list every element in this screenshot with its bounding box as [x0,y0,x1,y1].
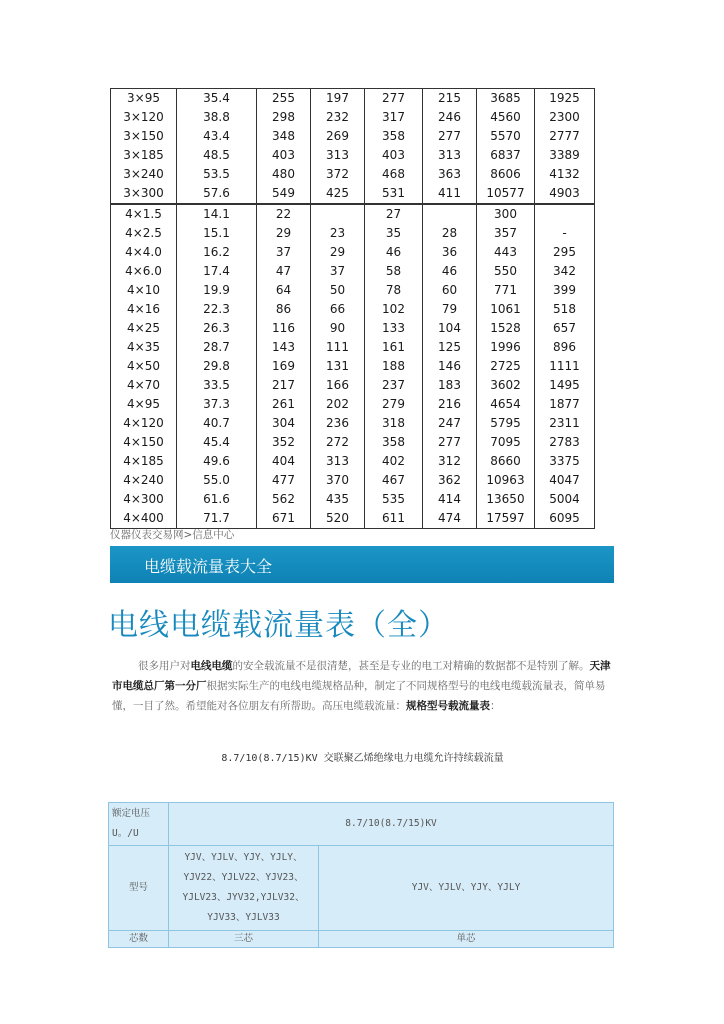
table-cell: 370 [311,471,365,490]
table-row [111,300,595,319]
table-cell: 60 [423,281,477,300]
table-cell: 403 [365,146,423,165]
table-cell: 411 [423,184,477,204]
table-cell: 4×6.0 [111,262,177,281]
table-cell: 562 [257,490,311,509]
table-cell: 4×10 [111,281,177,300]
table-cell: 236 [311,414,365,433]
table-row [111,433,595,452]
table-cell: 169 [257,357,311,376]
table-cell: 312 [423,452,477,471]
table-cell: 104 [423,319,477,338]
table-cell: 183 [423,376,477,395]
table-cell: 14.1 [177,204,257,224]
table-cell: 37 [257,243,311,262]
table-cell: 404 [257,452,311,471]
table-cell: 520 [311,509,365,529]
table-cell: 131 [311,357,365,376]
table-cell: 4×50 [111,357,177,376]
table-cell: 216 [423,395,477,414]
table-cell: 46 [365,243,423,262]
table-cell: 342 [535,262,595,281]
table-cell: 611 [365,509,423,529]
table-cell: 246 [423,108,477,127]
table-cell: 37 [311,262,365,281]
model-single-core: YJV、YJLV、YJY、YJLY [319,846,614,931]
table-cell: 4×4.0 [111,243,177,262]
banner-title: 电缆载流量表大全 [144,557,273,576]
table-row [111,184,595,204]
table-cell: 402 [365,452,423,471]
table-cell: 550 [477,262,535,281]
table-cell: 116 [257,319,311,338]
table-cell: 357 [477,224,535,243]
table-cell: 79 [423,300,477,319]
table-cell: 27 [365,204,423,224]
table-cell: 64 [257,281,311,300]
table-cell: 146 [423,357,477,376]
table-cell: 269 [311,127,365,146]
table-cell: 133 [365,319,423,338]
table-cell: 313 [311,146,365,165]
table-row [111,357,595,376]
table-cell: 3×150 [111,127,177,146]
table-cell: 237 [365,376,423,395]
table-row [111,127,595,146]
table-cell: 36 [423,243,477,262]
table-cell: 15.1 [177,224,257,243]
table-cell: 8606 [477,165,535,184]
table-cell: 467 [365,471,423,490]
table-cell: 4132 [535,165,595,184]
table-cell: 1925 [535,89,595,109]
table-cell: 657 [535,319,595,338]
table-cell: 4×150 [111,433,177,452]
table-cell: 4654 [477,395,535,414]
table-cell: 161 [365,338,423,357]
table-cell: 53.5 [177,165,257,184]
table-cell: 35 [365,224,423,243]
table-cell: 477 [257,471,311,490]
section-banner [110,546,614,583]
table-cell: 3685 [477,89,535,109]
table-cell: 50 [311,281,365,300]
table-cell: 215 [423,89,477,109]
table-cell: 313 [311,452,365,471]
table-cell: 49.6 [177,452,257,471]
link-spec-table[interactable]: 规格型号载流量表 [406,700,490,712]
table-cell: 47 [257,262,311,281]
table-cell: 10963 [477,471,535,490]
table-cell: 358 [365,127,423,146]
single-core: 单芯 [319,931,614,948]
table-row [111,338,595,357]
table-cell: 5004 [535,490,595,509]
table-cell: 37.3 [177,395,257,414]
table-cell: 22 [257,204,311,224]
table-row [111,395,595,414]
table-cell: 2783 [535,433,595,452]
model-three-core: YJV、YJLV、YJY、YJLY、YJV22、YJLV22、YJV23、YJLV23、JYV32,YJLV32、YJV33、YJLV33 [169,846,319,931]
table-cell: 4×400 [111,509,177,529]
model-label: 型号 [109,846,169,931]
table-cell: 4×300 [111,490,177,509]
table-row [111,224,595,243]
table-cell: 304 [257,414,311,433]
table-cell: 298 [257,108,311,127]
table-cell: 1111 [535,357,595,376]
page-title: 电线电缆载流量表（全） [108,608,449,643]
table-cell: 277 [365,89,423,109]
table-cell: 17597 [477,509,535,529]
table-cell: 318 [365,414,423,433]
table-row [111,490,595,509]
table-cell: 125 [423,338,477,357]
table-row [111,452,595,471]
table-cell: 279 [365,395,423,414]
table-cell: 535 [365,490,423,509]
core-label: 芯数 [109,931,169,948]
table-cell: 8660 [477,452,535,471]
table-cell: 2311 [535,414,595,433]
table-cell: - [535,224,595,243]
table-cell: 33.5 [177,376,257,395]
table-cell: 3×120 [111,108,177,127]
table-cell: 313 [423,146,477,165]
table-cell: 1495 [535,376,595,395]
table-cell: 217 [257,376,311,395]
table-cell: 443 [477,243,535,262]
table-cell: 90 [311,319,365,338]
table-cell: 111 [311,338,365,357]
table-row [111,376,595,395]
table-cell: 2777 [535,127,595,146]
ampacity-table [110,88,595,529]
table-cell: 4903 [535,184,595,204]
table-cell: 3×240 [111,165,177,184]
table-row [111,89,595,109]
table-row [111,471,595,490]
link-tianjin-factory[interactable]: 天津市电缆总厂第一分厂 [112,660,611,692]
table-cell: 414 [423,490,477,509]
table-row [111,165,595,184]
table-cell: 518 [535,300,595,319]
table-cell: 317 [365,108,423,127]
table-cell: 435 [311,490,365,509]
table-cell: 45.4 [177,433,257,452]
table-cell: 202 [311,395,365,414]
source-caption: 仪器仪表交易网>信息中心 [110,529,235,541]
table-cell: 399 [535,281,595,300]
table-cell: 425 [311,184,365,204]
table-cell: 17.4 [177,262,257,281]
table-cell: 40.7 [177,414,257,433]
table-cell: 352 [257,433,311,452]
table-row [111,146,595,165]
table-cell: 2725 [477,357,535,376]
table-cell: 1877 [535,395,595,414]
table-cell: 4×25 [111,319,177,338]
spec-table [108,802,614,948]
table-cell: 26.3 [177,319,257,338]
table-cell: 4×240 [111,471,177,490]
table-cell: 57.6 [177,184,257,204]
table-cell: 4×16 [111,300,177,319]
table-cell: 671 [257,509,311,529]
table-cell: 3602 [477,376,535,395]
table-cell: 3×95 [111,89,177,109]
table-cell: 16.2 [177,243,257,262]
table-cell: 4560 [477,108,535,127]
table-row [111,262,595,281]
table-cell: 6095 [535,509,595,529]
table-cell: 232 [311,108,365,127]
table-cell: 277 [423,127,477,146]
table-cell: 247 [423,414,477,433]
table-cell: 102 [365,300,423,319]
table-cell: 23 [311,224,365,243]
table-cell: 372 [311,165,365,184]
table-cell: 255 [257,89,311,109]
table-row [111,319,595,338]
table-cell: 4047 [535,471,595,490]
table-cell: 4×1.5 [111,204,177,224]
table-cell: 261 [257,395,311,414]
table-row [111,509,595,529]
table-cell: 35.4 [177,89,257,109]
table-cell: 46 [423,262,477,281]
table-cell: 66 [311,300,365,319]
table-cell [535,204,595,224]
table-cell: 43.4 [177,127,257,146]
table-cell: 4×70 [111,376,177,395]
rated-voltage-label: 额定电压U。/U [109,803,169,846]
table-cell [423,204,477,224]
table-cell: 771 [477,281,535,300]
table-cell: 5795 [477,414,535,433]
table-cell: 58 [365,262,423,281]
table-cell: 531 [365,184,423,204]
table-cell: 188 [365,357,423,376]
table-cell: 29 [311,243,365,262]
table-cell: 143 [257,338,311,357]
table-cell: 86 [257,300,311,319]
table-row [111,108,595,127]
table-cell: 28 [423,224,477,243]
table-cell: 403 [257,146,311,165]
table-cell [311,204,365,224]
table-cell: 348 [257,127,311,146]
table-cell: 3389 [535,146,595,165]
table-cell: 277 [423,433,477,452]
table-cell: 19.9 [177,281,257,300]
table-cell: 3375 [535,452,595,471]
table-cell: 13650 [477,490,535,509]
table-cell: 896 [535,338,595,357]
table-cell: 272 [311,433,365,452]
table-cell: 61.6 [177,490,257,509]
table-cell: 549 [257,184,311,204]
table-cell: 4×2.5 [111,224,177,243]
table-cell: 4×185 [111,452,177,471]
table-cell: 3×300 [111,184,177,204]
table-cell: 78 [365,281,423,300]
table-cell: 29.8 [177,357,257,376]
table-cell: 55.0 [177,471,257,490]
table-cell: 468 [365,165,423,184]
table-cell: 22.3 [177,300,257,319]
table-cell: 71.7 [177,509,257,529]
table-cell: 166 [311,376,365,395]
table-subtitle: 8.7/10(8.7/15)KV 交联聚乙烯绝缘电力电缆允许持续载流量 [221,753,504,764]
table-cell: 362 [423,471,477,490]
table-cell: 1061 [477,300,535,319]
table-cell: 10577 [477,184,535,204]
table-cell: 1528 [477,319,535,338]
table-cell: 48.5 [177,146,257,165]
table-cell: 4×35 [111,338,177,357]
table-cell: 3×185 [111,146,177,165]
table-cell: 4×95 [111,395,177,414]
table-cell: 29 [257,224,311,243]
rated-voltage-value: 8.7/10(8.7/15)KV [169,803,614,846]
intro-paragraph: 很多用户对电线电缆的安全载流量不是很清楚，甚至是专业的电工对精确的数据都不是特别了解。天津市电缆总厂第一分厂根据实际生产的电线电缆规格品种，制定了不同规格型号的电线电缆载流量表，简单易懂，一目了然。希望能对各位朋友有所帮助。高压电缆载流量：规格型号载流量表： [112,660,611,712]
table-row [111,281,595,300]
table-cell: 1996 [477,338,535,357]
table-cell: 474 [423,509,477,529]
table-row [111,414,595,433]
table-cell: 4×120 [111,414,177,433]
table-cell: 300 [477,204,535,224]
table-row [111,243,595,262]
table-cell: 295 [535,243,595,262]
table-row [111,204,595,224]
table-cell: 358 [365,433,423,452]
table-cell: 480 [257,165,311,184]
table-cell: 5570 [477,127,535,146]
table-cell: 38.8 [177,108,257,127]
three-core: 三芯 [169,931,319,948]
table-cell: 197 [311,89,365,109]
table-cell: 28.7 [177,338,257,357]
table-cell: 6837 [477,146,535,165]
table-cell: 2300 [535,108,595,127]
table-cell: 363 [423,165,477,184]
link-wire-cable[interactable]: 电线电缆 [190,660,233,672]
table-cell: 7095 [477,433,535,452]
